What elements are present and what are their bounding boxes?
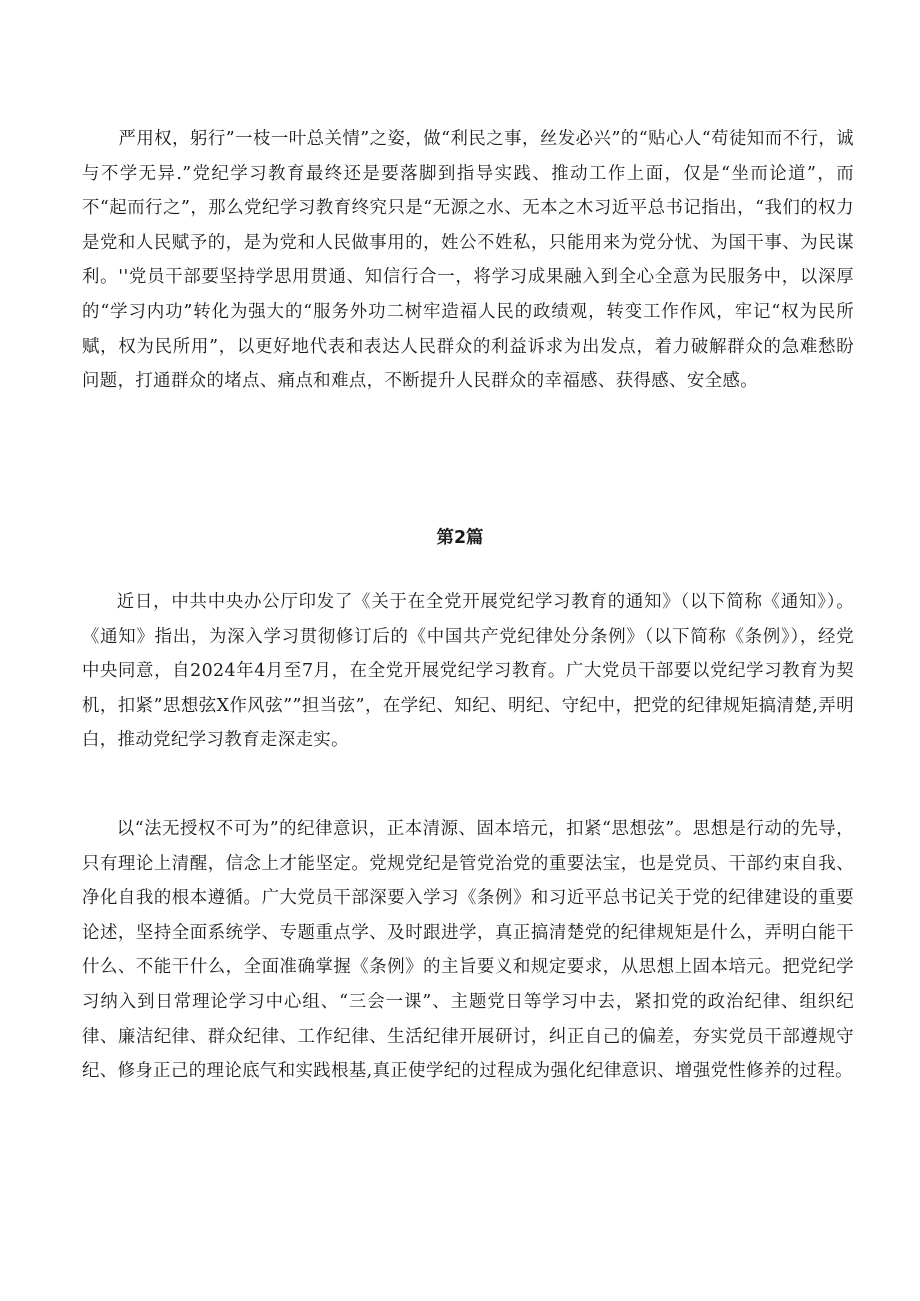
paragraph-1: 严用权，躬行”一枝一叶总关情”之姿，做“利民之事，丝发必兴”的“贴心人“苟徒知而不行，诚与不学无异.”党纪学习教育最终还是要落脚到指导实践、推动工作上面，仅是“坐而论道”，而不“起而行之”，那么党纪学习教育终究只是“无源之水、无本之木习近平总书记指出，“我们的权力是党和人民赋予的，是为党和人民做事用的，姓公不姓私，只能用来为党分忧、为国干事、为民谋利。''党员干部要坚持学思用贯通、知信行合一，将学习成果融入到全心全意为民服务中，以深厚的“学习内功”转化为强大的“服务外功二树牢造福人民的政绩观，转变工作作风，牢记“权为民所赋，权为民所用”，以更好地代表和表达人民群众的利益诉求为出发点，着力破解群众的急难愁盼问题，打通群众的堵点、痛点和难点，不断提升人民群众的幸福感、获得感、安全感。	[82, 129, 854, 392]
section-heading: 第2篇	[436, 528, 484, 548]
paragraph-3: 以“法无授权不可为”的纪律意识，正本清源、固本培元，扣紧“思想弦”。思想是行动的先导，只有理论上清醒，信念上才能坚定。党规党纪是管党治党的重要法宝，也是党员、干部约束自我、净化自我的根本遵循。广大党员干部深要入学习《条例》和习近平总书记关于党的纪律建设的重要论述，坚持全面系统学、专题重点学、及时跟进学，真正搞清楚党的纪律规矩是什么，弄明白能干什么、不能干什么，全面准确掌握《条例》的主旨要义和规定要求，从思想上固本培元。把党纪学习纳入到日常理论学习中心组、“三会一课”、主题党日等学习中去，紧扣党的政治纪律、组织纪律、廉洁纪律、群众纪律、工作纪律、生活纪律开展研讨，纠正自己的偏差，夯实党员干部遵规守纪、修身正己的理论底气和实践根基,真正使学纪的过程成为强化纪律意识、增强党性修养的过程。	[82, 819, 854, 1082]
paragraph-2: 近日，中共中央办公厅印发了《关于在全党开展党纪学习教育的通知》（以下简称《通知》）。《通知》指出，为深入学习贯彻修订后的《中国共产党纪律处分条例》（以下简称《条例》），经党中央同意，自2024年4月至7月，在全党开展党纪学习教育。广大党员干部要以党纪学习教育为契机，扣紧”思想弦X作风弦””担当弦”，在学纪、知纪、明纪、守纪中，把党的纪律规矩搞清楚,弄明白，推动党纪学习教育走深走实。	[82, 592, 854, 751]
